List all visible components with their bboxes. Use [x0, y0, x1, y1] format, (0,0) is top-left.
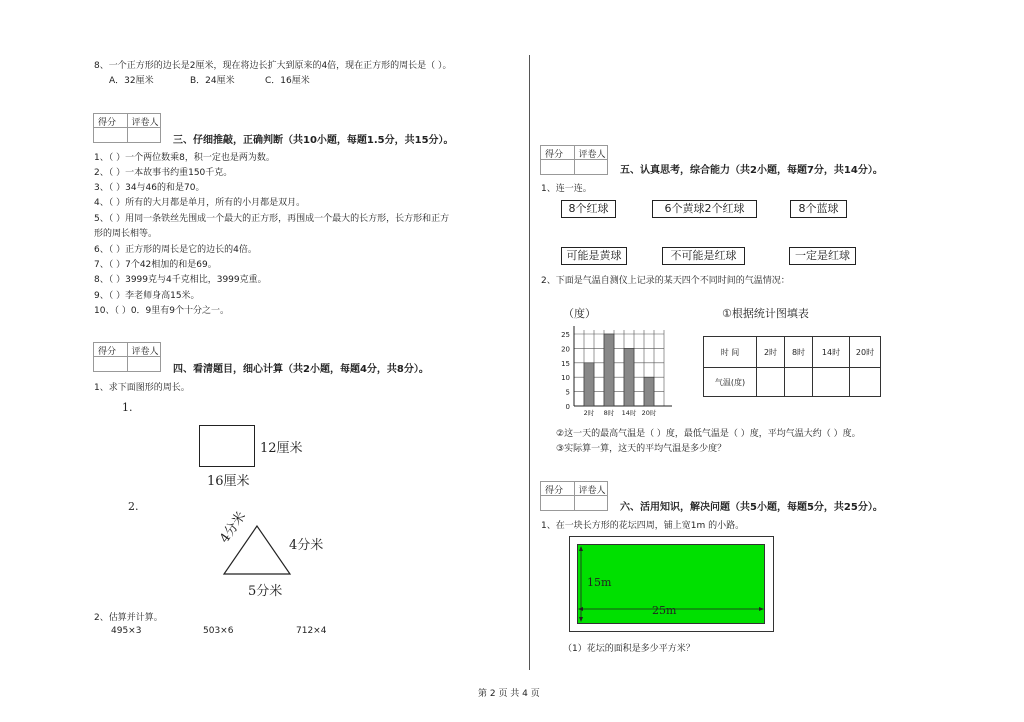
ball-box-2: 6个黄球2个红球 — [652, 200, 757, 218]
x-tick-label: 14时 — [621, 409, 637, 417]
triangle-bottom-label: 5分米 — [248, 584, 283, 599]
table-header-14: 14时 — [813, 337, 850, 368]
judgement-item: 4、（ ）所有的大月都是单月，所有的小月都是双月。 — [94, 198, 306, 208]
score-box-section4 — [93, 342, 161, 372]
table-header-2: 2时 — [757, 337, 785, 368]
table-row-label: 气温(度) — [704, 368, 757, 397]
grader-label: 评卷人 — [578, 150, 606, 160]
x-tick-label: 20时 — [641, 409, 657, 417]
chart-unit-label: （度） — [563, 307, 596, 320]
ball-box-1: 8个红球 — [561, 200, 616, 218]
section4-q1: 1、求下面图形的周长。 — [94, 383, 190, 393]
section5-q1: 1、连一连。 — [541, 184, 592, 194]
q8-stem: 8、一个正方形的边长是2厘米，现在将边长扩大到原来的4倍，现在正方形的周长是（ ）。 — [94, 61, 452, 71]
result-box-2: 不可能是红球 — [662, 247, 745, 265]
result-box-1: 可能是黄球 — [561, 247, 627, 265]
judgement-item: 10、（ ）0．9里有9个十分之一。 — [94, 306, 229, 316]
q8-option-a: A．32厘米 — [109, 76, 154, 86]
y-tick-label: 5 — [565, 388, 570, 397]
judgement-item: 8、（ ）3999克与4千克相比，3999克重。 — [94, 275, 267, 285]
judgement-item: 1、（ ）一个两位数乘8，积一定也是两为数。 — [94, 153, 275, 163]
bar — [584, 363, 594, 406]
grader-label: 评卷人 — [578, 486, 606, 496]
temperature-bar-chart — [548, 322, 673, 422]
section6-sub1: （1）花坛的面积是多少平方米？ — [563, 644, 695, 654]
result-box-3: 一定是红球 — [789, 247, 856, 265]
y-tick-label: 10 — [561, 374, 570, 383]
garden-height-label: 15m — [587, 576, 612, 589]
bar — [624, 348, 634, 406]
y-tick-label: 0 — [565, 403, 570, 411]
score-label: 得分 — [545, 150, 564, 160]
score-box-section3 — [93, 113, 161, 143]
table-cell[interactable] — [785, 368, 813, 397]
bar — [604, 334, 614, 406]
judgement-item: 6、（ ）正方形的周长是它的边长的4倍。 — [94, 245, 257, 255]
section3-title: 三、仔细推敲，正确判断（共10小题，每题1.5分，共15分）。 — [173, 135, 454, 146]
section6-title: 六、活用知识，解决问题（共5小题，每题5分，共25分）。 — [620, 502, 883, 513]
section5-q2: 2、下面是气温自测仪上记录的某天四个不同时间的气温情况： — [541, 276, 790, 286]
judgement-item: 7、（ ）7个42相加的和是69。 — [94, 260, 217, 270]
y-tick-label: 20 — [561, 345, 570, 354]
page-footer: 第 2 页 共 4 页 — [478, 689, 540, 699]
x-tick-label: 2时 — [583, 409, 595, 417]
table-cell[interactable] — [813, 368, 850, 397]
table-header-20: 20时 — [850, 337, 881, 368]
q8-option-b: B．24厘米 — [190, 76, 235, 86]
grader-label: 评卷人 — [131, 118, 159, 128]
fig2-number: 2. — [128, 500, 139, 513]
score-box-section6 — [540, 481, 608, 511]
y-tick-label: 15 — [561, 359, 570, 368]
table-cell[interactable] — [757, 368, 785, 397]
section5-title: 五、认真思考，综合能力（共2小题，每题7分，共14分）。 — [620, 165, 883, 176]
section5-q2-3: ③实际算一算，这天的平均气温是多少度？ — [556, 444, 727, 454]
y-tick-label: 25 — [561, 331, 570, 339]
grader-label: 评卷人 — [131, 347, 159, 357]
table-cell[interactable] — [850, 368, 881, 397]
fill-table-title: ①根据统计图填表 — [722, 307, 809, 320]
bar — [644, 377, 654, 406]
rectangle-figure — [199, 425, 255, 467]
judgement-item: 2、（ ）一本故事书约重150千克。 — [94, 168, 233, 178]
rect-bottom-label: 16厘米 — [207, 474, 250, 489]
triangle-right-label: 4分米 — [289, 538, 324, 553]
section4-q2: 2、估算并计算。 — [94, 613, 163, 623]
calc-2: 503×6 — [203, 626, 234, 636]
score-label: 得分 — [545, 486, 564, 496]
calc-3: 712×4 — [296, 626, 327, 636]
rect-side-label: 12厘米 — [260, 441, 303, 456]
triangle-left-label: 4分米 — [217, 509, 250, 546]
table-header-8: 8时 — [785, 337, 813, 368]
calc-1: 495×3 — [111, 626, 142, 636]
section6-q1: 1、在一块长方形的花坛四周，铺上宽1m 的小路。 — [541, 521, 745, 531]
judgement-item: 9、（ ）李老师身高15米。 — [94, 291, 200, 301]
x-tick-label: 8时 — [603, 409, 615, 417]
ball-box-3: 8个蓝球 — [790, 200, 847, 218]
table-header-time: 时 间 — [704, 337, 757, 368]
judgement-item: 形的周长相等。 — [94, 229, 158, 239]
garden-width-label: 25m — [652, 604, 677, 617]
score-label: 得分 — [98, 118, 117, 128]
temperature-table — [703, 336, 881, 397]
score-box-section5 — [540, 145, 608, 175]
judgement-item: 3、（ ）34与46的和是70。 — [94, 183, 205, 193]
column-divider — [529, 55, 530, 670]
judgement-item: 5、（ ）用同一条铁丝先围成一个最大的正方形，再围成一个最大的长方形，长方形和正方 — [94, 214, 450, 224]
fig1-number: 1. — [122, 401, 133, 414]
score-label: 得分 — [98, 347, 117, 357]
section5-q2-2: ②这一天的最高气温是（ ）度，最低气温是（ ）度，平均气温大约（ ）度。 — [556, 429, 861, 439]
section4-title: 四、看清题目，细心计算（共2小题，每题4分，共8分）。 — [173, 364, 429, 375]
q8-option-c: C．16厘米 — [265, 76, 310, 86]
